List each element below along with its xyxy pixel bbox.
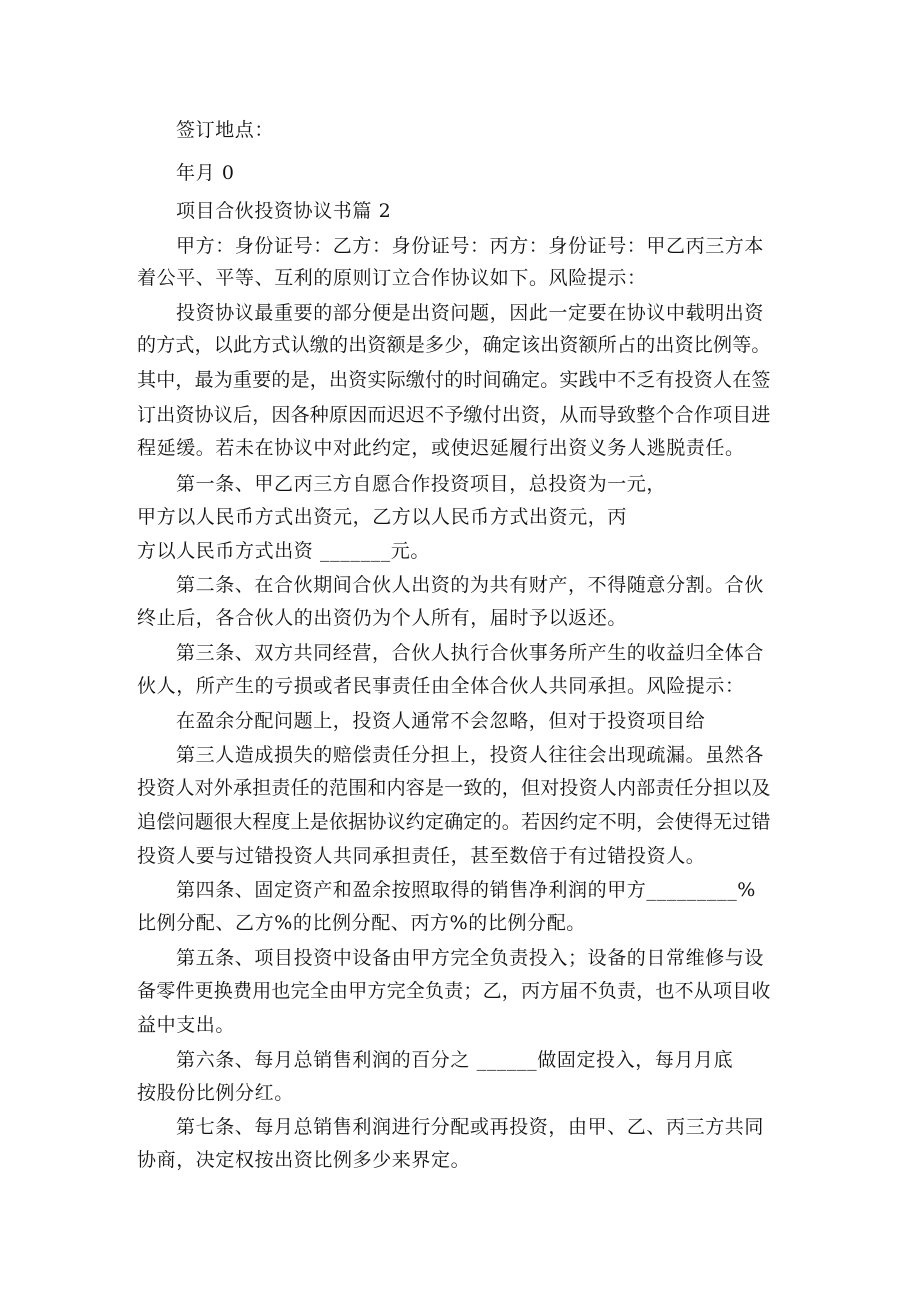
article-6-line: 第六条、每月总销售利润的百分之 ______做固定投入，每月月底 xyxy=(176,1049,734,1071)
article-3-line: 第三条、双方共同经营，合伙人执行合伙事务所产生的收益归全体合 xyxy=(176,642,765,664)
article-1-line: 甲方以人民币方式出资元，乙方以人民币方式出资元，丙 xyxy=(137,506,628,528)
risk-paragraph-2-line: 投资人对外承担责任的范围和内容是一致的，但对投资人内部责任分担以及 xyxy=(137,777,771,799)
risk-paragraph-line: 投资协议最重要的部分便是出资问题，因此一定要在协议中载明出资 xyxy=(176,302,765,324)
article-1-line: 方以人民币方式出资 _______元。 xyxy=(137,540,430,562)
risk-paragraph-line: 订出资协议后，因各种原因而迟迟不予缴付出资，从而导致整个合作项目进 xyxy=(137,404,771,426)
risk-paragraph-2-line: 在盈余分配问题上，投资人通常不会忽略，但对于投资项目给 xyxy=(176,710,706,732)
article-7-line: 第七条、每月总销售利润进行分配或再投资，由甲、乙、丙三方共同 xyxy=(176,1116,765,1138)
article-5-line: 备零件更换费用也完全由甲方完全负责；乙，丙方届不负责，也不从项目收 xyxy=(137,980,771,1002)
article-6-line: 按股份比例分红。 xyxy=(137,1082,294,1104)
parties-line: 甲方：身份证号：乙方：身份证号：丙方：身份证号：甲乙丙三方本 xyxy=(176,235,765,257)
risk-paragraph-2-line: 第三人造成损失的赔偿责任分担上，投资人往往会出现疏漏。虽然各 xyxy=(176,744,765,766)
risk-paragraph-line: 其中，最为重要的是，出资实际缴付的时间确定。实践中不乏有投资人在签 xyxy=(137,369,771,391)
section-title: 项目合伙投资协议书篇 2 xyxy=(176,200,392,222)
article-2-line: 第二条、在合伙期间合伙人出资的为共有财产，不得随意分割。合伙 xyxy=(176,574,765,596)
article-5-line: 第五条、项目投资中设备由甲方完全负责投入；设备的日常维修与设 xyxy=(176,947,765,969)
risk-paragraph-line: 程延缓。若未在协议中对此约定，或使迟延履行出资义务人逃脱责任。 xyxy=(137,437,745,459)
date-line: 年月 0 xyxy=(176,162,235,184)
article-4-line: 比例分配、乙方%的比例分配、丙方%的比例分配。 xyxy=(137,912,586,934)
article-1-line: 第一条、甲乙丙三方自愿合作投资项目，总投资为一元， xyxy=(176,473,667,495)
article-2-line: 终止后，各合伙人的出资仍为个人所有，届时予以返还。 xyxy=(137,607,628,629)
parties-line-cont: 着公平、平等、互利的原则订立合作协议如下。风险提示： xyxy=(137,267,647,289)
risk-paragraph-2-line: 投资人要与过错投资人共同承担责任，甚至数倍于有过错投资人。 xyxy=(137,845,706,867)
article-3-line: 伙人，所产生的亏损或者民事责任由全体合伙人共同承担。风险提示： xyxy=(137,675,745,697)
article-7-line: 协商，决定权按出资比例多少来界定。 xyxy=(137,1149,471,1171)
risk-paragraph-2-line: 追偿问题很大程度上是依据协议约定确定的。若因约定不明，会使得无过错 xyxy=(137,811,771,833)
risk-paragraph-line: 的方式，以此方式认缴的出资额是多少，确定该出资额所占的出资比例等。 xyxy=(137,334,771,356)
article-4-line: 第四条、固定资产和盈余按照取得的销售净利润的甲方_________% xyxy=(176,879,756,901)
signing-place-line: 签订地点： xyxy=(176,119,275,141)
article-5-line: 益中支出。 xyxy=(137,1014,236,1036)
